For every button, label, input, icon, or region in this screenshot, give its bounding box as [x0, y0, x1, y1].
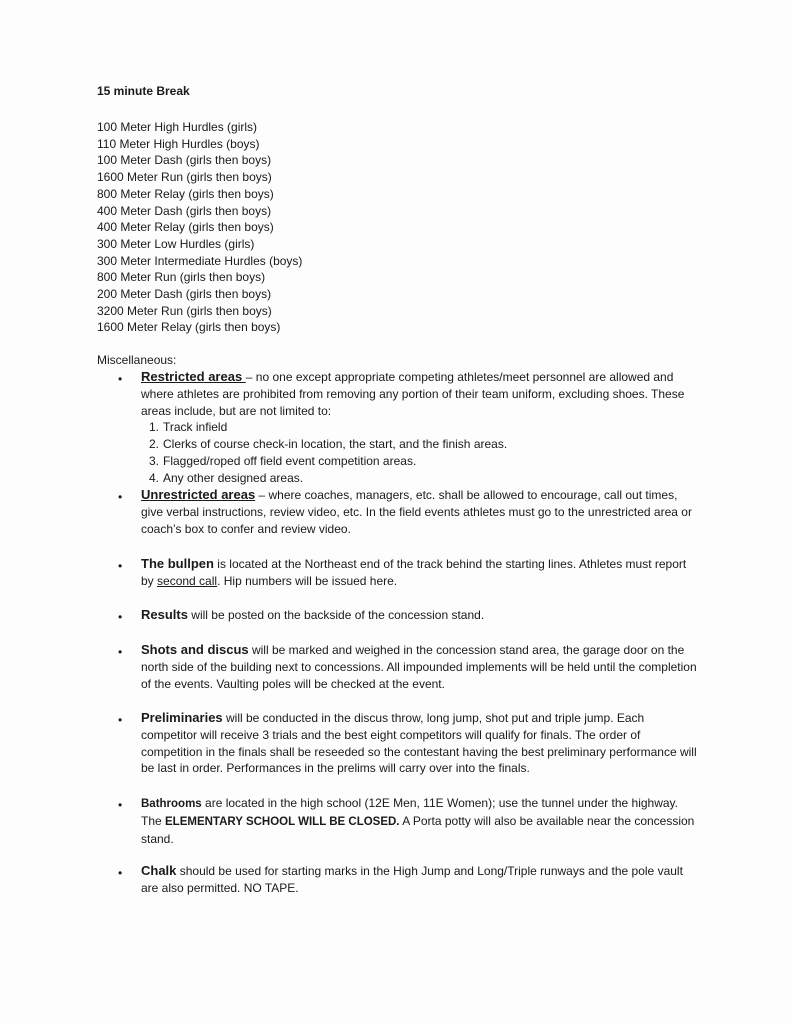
restricted-areas-sublist — [141, 419, 701, 486]
sublist-item — [148, 453, 701, 470]
bathrooms-item — [141, 795, 701, 847]
bullpen-item — [141, 556, 701, 590]
sublist-text: Flagged/roped off field event competition areas. — [163, 453, 417, 468]
results-item — [141, 607, 701, 624]
bullpen-label: The bullpen — [141, 556, 214, 571]
bullet-icon: • — [118, 713, 123, 727]
sublist-number: 3. — [148, 453, 159, 468]
preliminaries-label: Preliminaries — [141, 710, 223, 725]
sublist-number: 1. — [148, 420, 159, 435]
preliminaries-item — [141, 710, 701, 777]
preliminaries-text: will be conducted in the discus throw, long jump, shot put and triple jump. Each competitor will receive 3 trials and the best eight competitors will qualify for finals. The order of competition in the finals shall be reseeded so the contestant having the best preliminary performance will be last in order. Performances in the prelims will carry over into the finals. — [141, 711, 697, 776]
sublist-number: 4. — [148, 470, 159, 485]
sublist-text: Clerks of course check-in location, the start, and the finish areas. — [163, 437, 508, 452]
bullet-icon: • — [118, 490, 123, 504]
bullet-icon: • — [118, 372, 123, 386]
bullet-icon: • — [118, 610, 123, 624]
event-item: 400 Meter Relay (girls then boys) — [97, 220, 274, 235]
chalk-item — [141, 863, 701, 897]
event-item: 300 Meter Low Hurdles (girls) — [97, 236, 255, 251]
shots-discus-item — [141, 642, 701, 692]
event-item: 100 Meter High Hurdles (girls) — [97, 120, 258, 134]
event-item: 200 Meter Dash (girls then boys) — [97, 287, 272, 302]
event-item: 400 Meter Dash (girls then boys) — [97, 203, 272, 218]
sublist-text: Any other designed areas. — [163, 470, 304, 485]
shots-discus-text: will be marked and weighed in the concession stand area, the garage door on the north side of the building next to concessions. All impounded implements will be held until the completion of the events. Vaulting poles will be checked at the event. — [141, 643, 697, 691]
chalk-label: Chalk — [141, 863, 177, 878]
bullpen-text-end: . Hip numbers will be issued here. — [217, 573, 398, 588]
sublist-text: Track infield — [163, 420, 228, 435]
event-item: 300 Meter Intermediate Hurdles (boys) — [97, 253, 303, 268]
restricted-areas-text: – no one except appropriate competing athletes/meet personnel are allowed and where athletes are prohibited from removing any portion of their team uniform, excluding shoes. These areas include, but are not limited to: — [141, 370, 685, 418]
event-item: 1600 Meter Run (girls then boys) — [97, 170, 272, 185]
bathrooms-label: Bathrooms — [141, 798, 202, 810]
event-schedule-list — [97, 119, 302, 336]
unrestricted-areas-text: – where coaches, managers, etc. shall be allowed to encourage, call out times, give verbal instructions, review video, etc. In the field events athletes must go to the unrestricted area or coach’s box to confer and review video. — [141, 488, 692, 536]
restricted-areas-label: Restricted areas — [141, 369, 246, 384]
sublist-number: 2. — [148, 437, 159, 452]
bathrooms-text: are located in the high school (12E Men, 11E Women); use the tunnel under the highway. The — [141, 796, 678, 828]
elementary-closed-text: ELEMENTARY SCHOOL WILL BE CLOSED. — [165, 815, 400, 828]
sublist-item — [148, 436, 701, 453]
event-item: 800 Meter Run (girls then boys) — [97, 270, 266, 285]
unrestricted-areas-label: Unrestricted areas — [141, 487, 256, 502]
bullet-icon: • — [118, 798, 123, 812]
results-text: will be posted on the backside of the concession stand. — [187, 608, 485, 622]
event-item: 3200 Meter Run (girls then boys) — [97, 303, 272, 318]
event-item: 800 Meter Relay (girls then boys) — [97, 186, 274, 201]
event-item: 1600 Meter Relay (girls then boys) — [97, 320, 281, 335]
miscellaneous-title: Miscellaneous: — [97, 353, 177, 367]
chalk-text: should be used for starting marks in the High Jump and Long/Triple runways and the pole vault are also permitted. NO TAPE. — [141, 864, 683, 895]
break-heading: 15 minute Break — [97, 84, 190, 98]
event-item: 100 Meter Dash (girls then boys) — [97, 153, 272, 168]
second-call-text: second call — [157, 573, 218, 588]
bullpen-text: is located at the Northeast end of the track behind the starting lines. Athletes must report by — [141, 557, 687, 588]
bathrooms-text-end: A Porta potty will also be available near the concession stand. — [141, 813, 695, 846]
restricted-areas-item — [141, 369, 701, 487]
shots-discus-label: Shots and discus — [141, 642, 249, 657]
bullet-icon: • — [118, 866, 123, 880]
sublist-item — [148, 470, 701, 487]
unrestricted-areas-item — [141, 487, 701, 537]
results-label: Results — [141, 607, 188, 622]
bullet-icon: • — [118, 645, 123, 659]
bullet-icon: • — [118, 559, 123, 573]
sublist-item — [148, 419, 701, 436]
event-item: 110 Meter High Hurdles (boys) — [97, 136, 260, 151]
